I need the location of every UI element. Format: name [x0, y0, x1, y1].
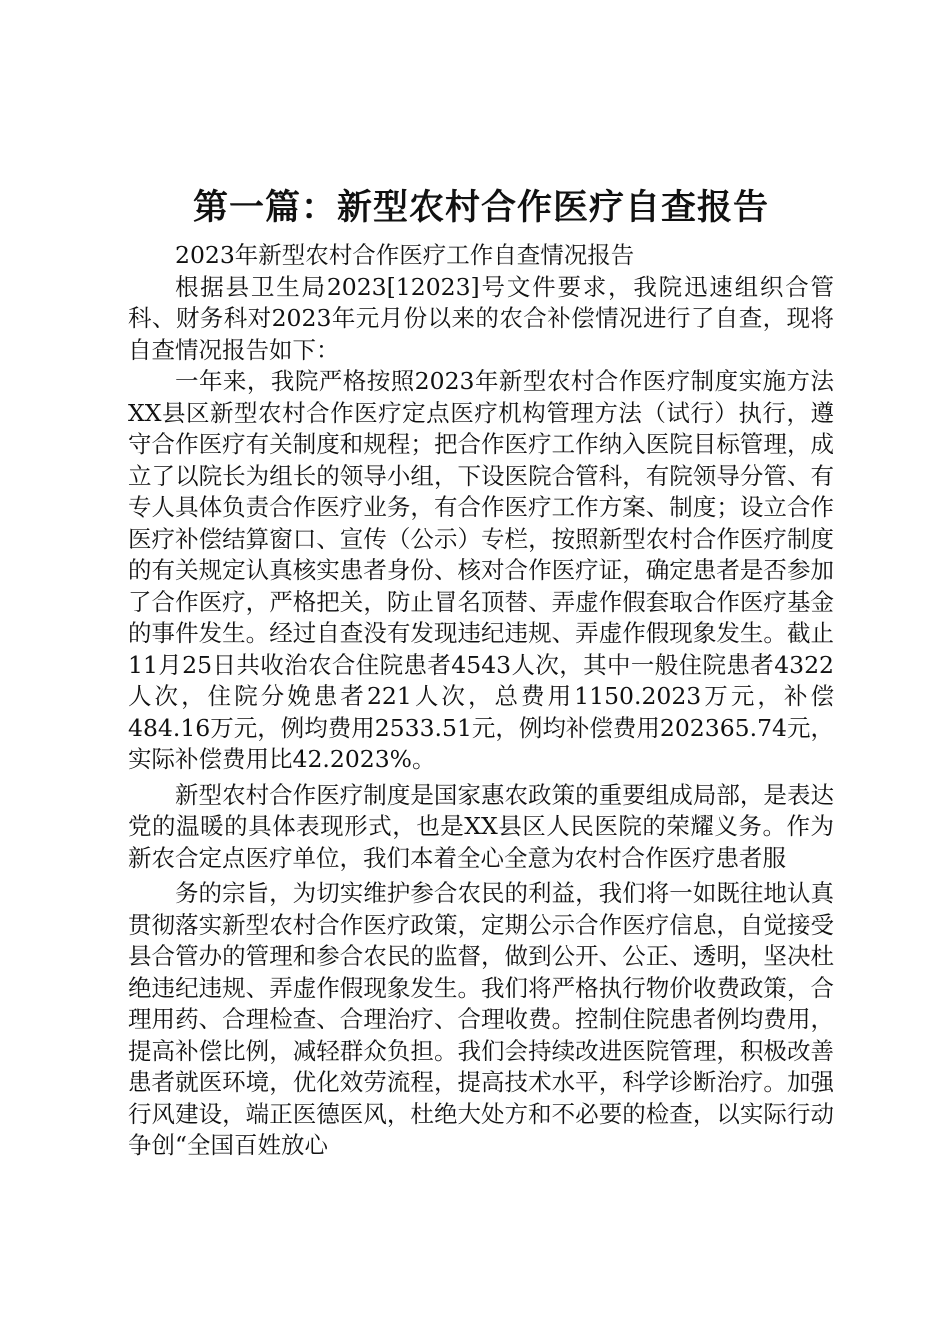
paragraph-findings: 一年来，我院严格按照2023年新型农村合作医疗制度实施方法XX县区新型农村合作医疗定点医疗机构管理方法（试行）执行，遵守合作医疗有关制度和规程；把合作医疗工作纳入医院目标管理，成立了以院长为组长的领导小组，下设医院合管科，有院领导分管、有专人具体负责合作医疗业务，有合作医疗工作方案、制度；设立合作医疗补偿结算窗口、宣传（公示）专栏，按照新型农村合作医疗制度的有关规定认真核实患者身份、核对合作医疗证，确定患者是否参加了合作医疗，严格把关，防止冒名顶替、弄虚作假套取合作医疗基金的事件发生。经过自查没有发现违纪违规、弄虚作假现象发生。截止11月25日共收治农合住院患者4543人次，其中一般住院患者4322人次，住院分娩患者221人次，总费用1150.2023万元，补偿484.16万元，例均费用2533.51元，例均补偿费用202365.74元，实际补偿费用比42.2023%。 — [128, 367, 834, 773]
paragraph-commitments: 务的宗旨，为切实维护参合农民的利益，我们将一如既往地认真贯彻落实新型农村合作医疗政策，定期公示合作医疗信息，自觉接受县合管办的管理和参合农民的监督，做到公开、公正、透明，坚决杜绝违纪违规、弄虚作假现象发生。我们将严格执行物价收费政策，合理用药、合理检查、合理治疗、合理收费。控制住院患者例均费用，提高补偿比例，减轻群众负担。我们会持续改进医院管理，积极改善患者就医环境，优化效劳流程，提高技术水平，科学诊断治疗。加强行风建设，端正医德医风，杜绝大处方和不必要的检查，以实际行动争创“全国百姓放心 — [128, 879, 834, 1159]
document-title: 第一篇：新型农村合作医疗自查报告 — [192, 188, 769, 228]
paragraph-policy: 新型农村合作医疗制度是国家惠农政策的重要组成局部，是表达党的温暖的具体表现形式，也是XX县区人民医院的荣耀义务。作为新农合定点医疗单位，我们本着全心全意为农村合作医疗患者服 — [128, 780, 834, 872]
paragraph-intro: 根据县卫生局2023[12023]号文件要求，我院迅速组织合管科、财务科对2023年元月份以来的农合补偿情况进行了自查，现将自查情况报告如下： — [128, 272, 834, 364]
document-page — [128, 182, 834, 1162]
paragraph-report-heading: 2023年新型农村合作医疗工作自查情况报告 — [175, 241, 635, 269]
